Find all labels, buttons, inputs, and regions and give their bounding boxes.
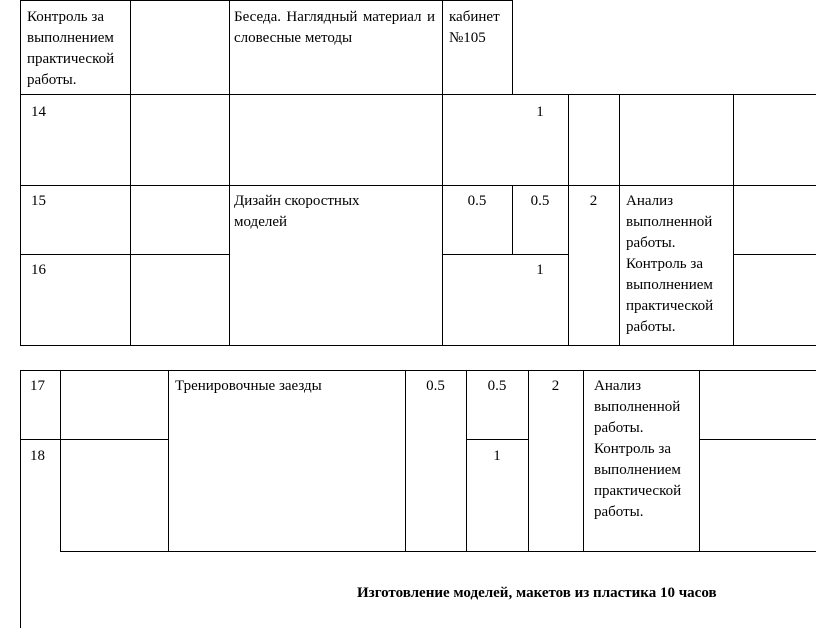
table-rule	[512, 0, 513, 94]
table-rule	[20, 185, 816, 186]
table-rule	[619, 94, 620, 345]
table-rule	[229, 0, 230, 345]
table-rule	[733, 94, 734, 345]
row-number: 15	[31, 193, 46, 209]
theory-hours: 0.5	[487, 378, 507, 394]
table-rule	[528, 370, 529, 551]
table-rule	[20, 0, 21, 345]
control-form-text: Анализ выполненной работы. Контроль за выполнением практической работы.	[594, 378, 682, 520]
table-rule	[583, 370, 584, 551]
table-rule	[568, 94, 569, 345]
theory-hours: 0.5	[530, 193, 550, 209]
table-rule	[733, 254, 816, 255]
row-number: 16	[31, 262, 46, 278]
row-number: 17	[30, 378, 45, 394]
table-rule	[699, 439, 816, 440]
table-rule	[20, 345, 816, 346]
table-rule	[466, 439, 528, 440]
table-rule	[60, 370, 61, 551]
control-form-text: Анализ выполненной работы. Контроль за выполнением практической работы.	[626, 193, 714, 335]
control-cell-text: Контроль за выполнением практической работы.	[27, 9, 115, 88]
table-rule	[20, 370, 21, 628]
table-rule	[20, 439, 168, 440]
hours-count: 2	[551, 378, 560, 394]
total-hours: 0.5	[467, 193, 487, 209]
hours-count: 2	[589, 193, 598, 209]
table-rule	[130, 0, 131, 345]
row-number: 14	[31, 104, 46, 120]
table-rule	[60, 551, 816, 552]
topic-text: Тренировочные заезды	[175, 378, 322, 394]
table-rule	[168, 370, 169, 551]
practice-hours: 1	[536, 104, 544, 120]
table-rule	[20, 94, 816, 95]
row-number: 18	[30, 448, 45, 464]
table-rule	[442, 0, 443, 345]
method-cell-text: Беседа. Наглядный материал и словесные методы	[234, 9, 435, 46]
room-cell-text: кабинет №105	[449, 9, 500, 46]
table-rule	[20, 254, 229, 255]
table-rule	[405, 370, 406, 551]
topic-text: Дизайн скоростных моделей	[234, 193, 360, 230]
table-rule	[699, 370, 700, 551]
table-rule	[442, 254, 568, 255]
table-rule	[20, 0, 512, 1]
practice-hours: 1	[536, 262, 544, 278]
practice-hours: 1	[493, 448, 501, 464]
table-rule	[20, 370, 816, 371]
section-heading: Изготовление моделей, макетов из пластика 10 часов	[357, 585, 717, 601]
total-hours: 0.5	[426, 378, 445, 394]
